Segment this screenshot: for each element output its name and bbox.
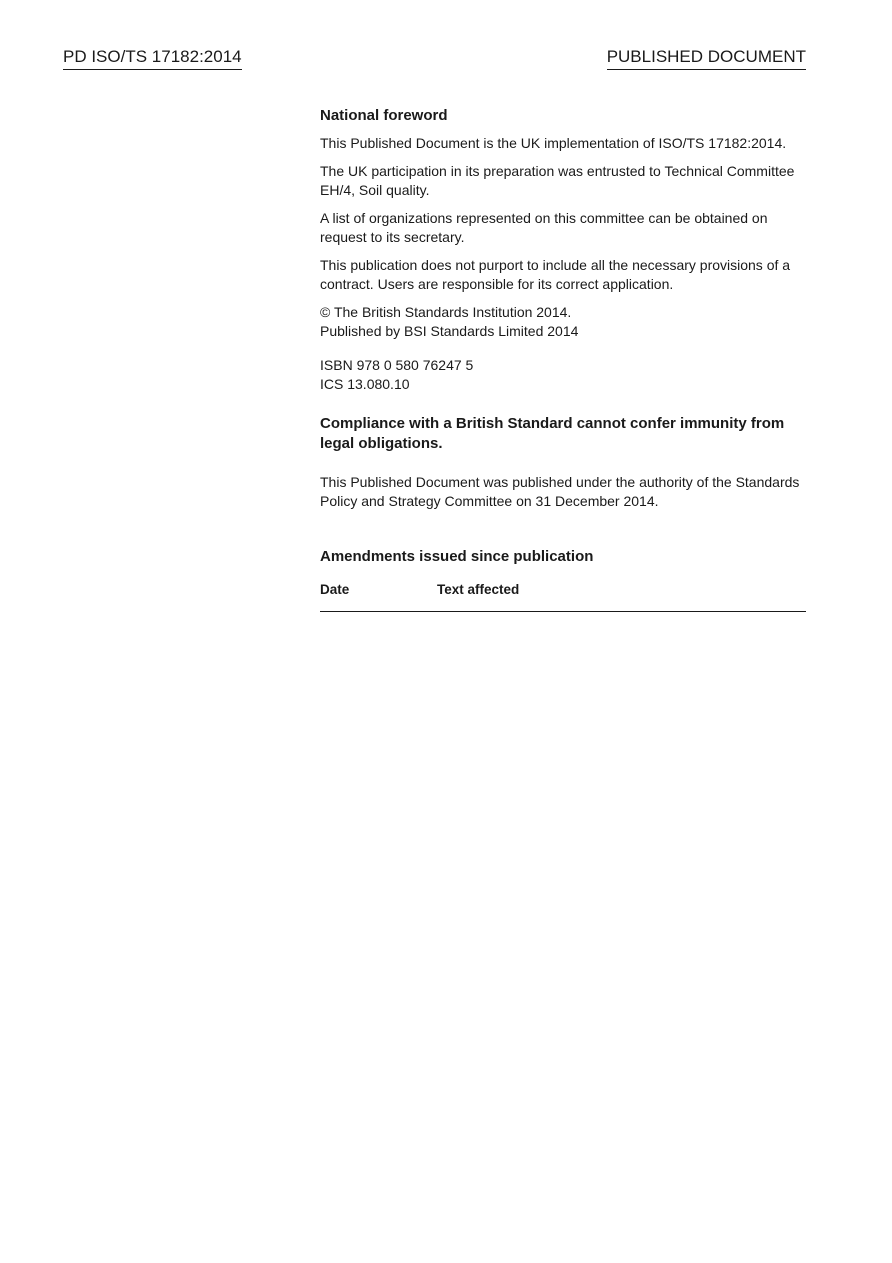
document-id: PD ISO/TS 17182:2014 xyxy=(63,46,242,70)
column-date: Date xyxy=(320,581,437,612)
foreword-paragraph: A list of organizations represented on this committee can be obtained on request to its secretary. xyxy=(320,209,768,245)
copyright-notice: © The British Standards Institution 2014. Published by BSI Standards Limited 2014 xyxy=(320,303,579,339)
column-text-affected: Text affected xyxy=(437,581,806,612)
foreword-paragraph: This Published Document is the UK implementation of ISO/TS 17182:2014. xyxy=(320,135,787,151)
foreword-paragraph: This publication does not purport to include all the necessary provisions of a contract. Users are responsible for its correct application. xyxy=(320,256,791,292)
foreword-paragraph: The UK participation in its preparation was entrusted to Technical Committee EH/4, Soil quality. xyxy=(320,162,795,198)
document-type: PUBLISHED DOCUMENT xyxy=(607,46,806,70)
authority-statement: This Published Document was published under the authority of the Standards Policy and Strategy Committee on 31 December 2014. xyxy=(320,473,800,509)
amendments-header-row xyxy=(320,581,806,612)
national-foreword-section xyxy=(320,106,806,612)
amendments-table xyxy=(320,581,806,612)
foreword-heading: National foreword xyxy=(320,107,448,124)
isbn-ics: ISBN 978 0 580 76247 5 ICS 13.080.10 xyxy=(320,356,474,392)
compliance-statement: Compliance with a British Standard cannot confer immunity from legal obligations. xyxy=(320,414,785,452)
amendments-heading: Amendments issued since publication xyxy=(320,547,594,565)
